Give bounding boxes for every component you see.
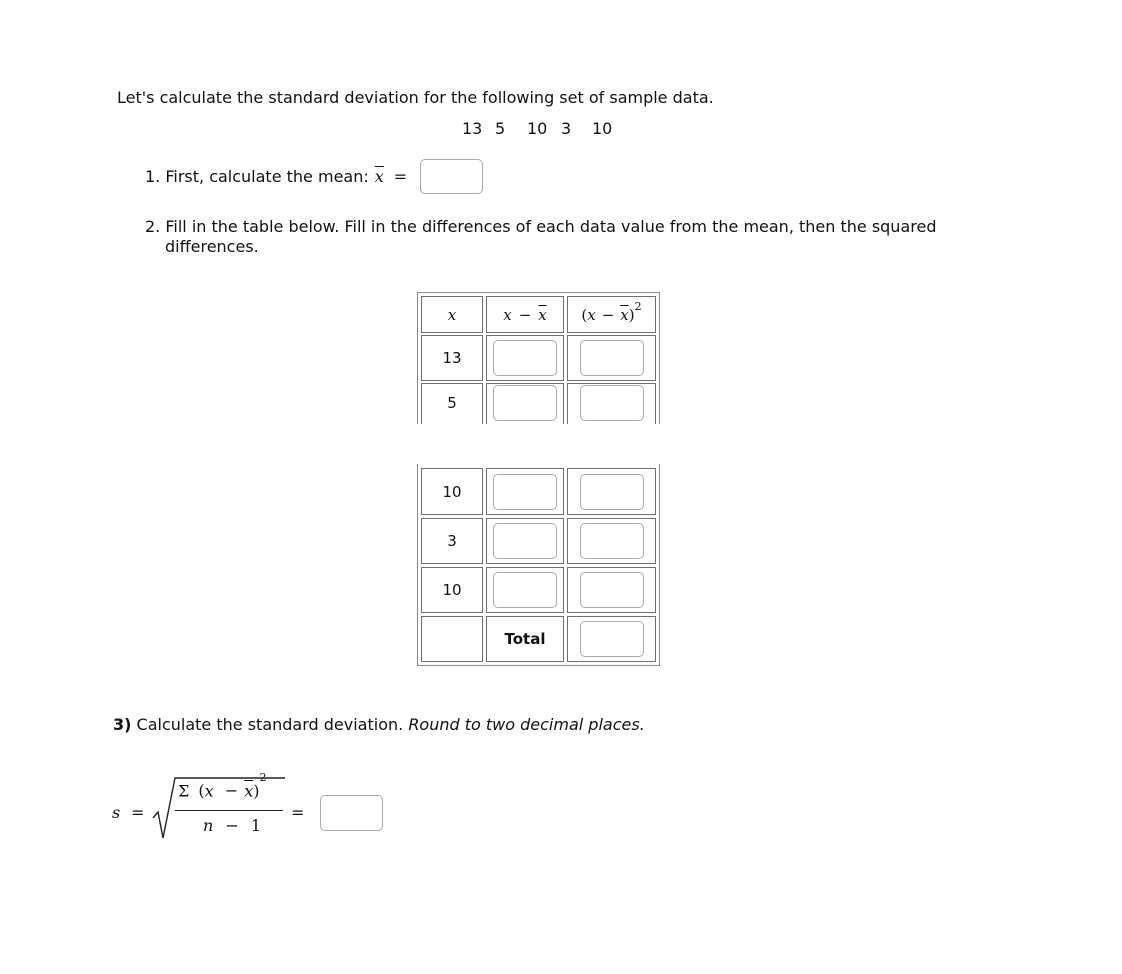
data-value-cell: 5	[447, 393, 457, 412]
num-minus: −	[224, 781, 239, 801]
mean-input[interactable]	[420, 159, 483, 194]
deviation-input[interactable]	[493, 572, 557, 608]
header-x	[421, 296, 483, 333]
table-cell-x	[421, 567, 483, 613]
table-cell-squared	[567, 567, 656, 613]
table-cell-squared	[567, 518, 656, 564]
num-xbar: $\overline{x}$	[244, 781, 254, 801]
header-sq-xbar: $\overline{x}$	[620, 305, 629, 324]
header-sq-close: )	[628, 305, 635, 324]
table-cell-squared	[567, 383, 656, 424]
data-value-cell: 13	[442, 349, 462, 367]
data-value-cell: 3	[447, 532, 457, 550]
data-value-cell: 10	[442, 581, 462, 599]
header-sq-minus: −	[601, 305, 615, 324]
deviation-input[interactable]	[493, 340, 557, 376]
table-cell-deviation	[486, 383, 564, 424]
squared-deviation-input[interactable]	[580, 474, 644, 510]
fraction-bar	[175, 810, 283, 811]
formula-denominator	[203, 816, 261, 835]
table-cell-total	[567, 616, 656, 662]
step2-line1: 2. Fill in the table below. Fill in the differences of each data value from the mean, then the squared	[145, 217, 937, 236]
problem-intro: Let's calculate the standard deviation for the following set of sample data.	[117, 88, 714, 107]
deviation-table-bottom	[417, 464, 660, 666]
table-cell-squared	[567, 468, 656, 515]
squared-deviation-input[interactable]	[580, 340, 644, 376]
data-value: 5	[495, 119, 506, 138]
step3-instruction: Round to two decimal places.	[408, 715, 645, 734]
table-cell-deviation	[486, 468, 564, 515]
num-x: x	[204, 781, 214, 801]
header-sq-x: x	[587, 305, 596, 324]
formula-result-equals: =	[291, 803, 305, 822]
step2-line2: differences.	[165, 237, 259, 256]
table-cell-x	[421, 335, 483, 381]
data-value-cell: 10	[442, 482, 462, 501]
header-sq-exp: 2	[634, 300, 642, 313]
total-label-cell	[486, 616, 564, 662]
formula-s: s	[112, 803, 121, 822]
den-one: 1	[250, 816, 262, 835]
step3-prompt	[113, 715, 645, 734]
step1-label: 1. First, calculate the mean:	[145, 167, 369, 186]
formula-numerator	[178, 771, 267, 801]
table-cell-deviation	[486, 335, 564, 381]
deviation-input[interactable]	[493, 523, 557, 559]
data-value: 10	[592, 119, 613, 138]
data-value: 10	[527, 119, 548, 138]
sigma-symbol: Σ	[178, 781, 190, 801]
table-cell-deviation	[486, 567, 564, 613]
num-close: )	[253, 781, 260, 801]
den-minus: −	[225, 816, 239, 835]
header-sq-open: (	[581, 305, 588, 324]
total-label: Total	[504, 630, 546, 648]
step1-prompt	[145, 167, 407, 186]
deviation-table-top	[417, 292, 660, 424]
num-open: (	[198, 781, 205, 801]
formula-equals: =	[131, 803, 145, 822]
header-deviation	[486, 296, 564, 333]
header-dev-minus: −	[518, 305, 532, 324]
equals-sign: =	[393, 167, 408, 186]
step3-text: Calculate the standard deviation.	[136, 715, 404, 734]
table-cell-x	[421, 468, 483, 515]
header-x-symbol: x	[447, 305, 457, 324]
table-cell-x	[421, 383, 483, 424]
squared-deviation-input[interactable]	[580, 523, 644, 559]
total-squared-input[interactable]	[580, 621, 644, 657]
header-dev-xbar: $\overline{x}$	[538, 305, 547, 324]
step3-number: 3)	[113, 715, 132, 734]
data-value: 13	[462, 119, 483, 138]
table-cell-squared	[567, 335, 656, 381]
table-cell-deviation	[486, 518, 564, 564]
deviation-input[interactable]	[493, 474, 557, 510]
num-exp: 2	[259, 771, 267, 784]
table-cell-empty	[421, 616, 483, 662]
header-squared-deviation	[567, 296, 656, 333]
mean-symbol: $\overline{x}$	[374, 167, 384, 186]
std-dev-input[interactable]	[320, 795, 383, 831]
data-value: 3	[561, 119, 572, 138]
header-dev-x: x	[503, 305, 512, 324]
table-cell-x	[421, 518, 483, 564]
step2-prompt	[145, 217, 965, 257]
den-n: n	[203, 816, 214, 835]
squared-deviation-input[interactable]	[580, 385, 644, 421]
deviation-input[interactable]	[493, 385, 557, 421]
squared-deviation-input[interactable]	[580, 572, 644, 608]
